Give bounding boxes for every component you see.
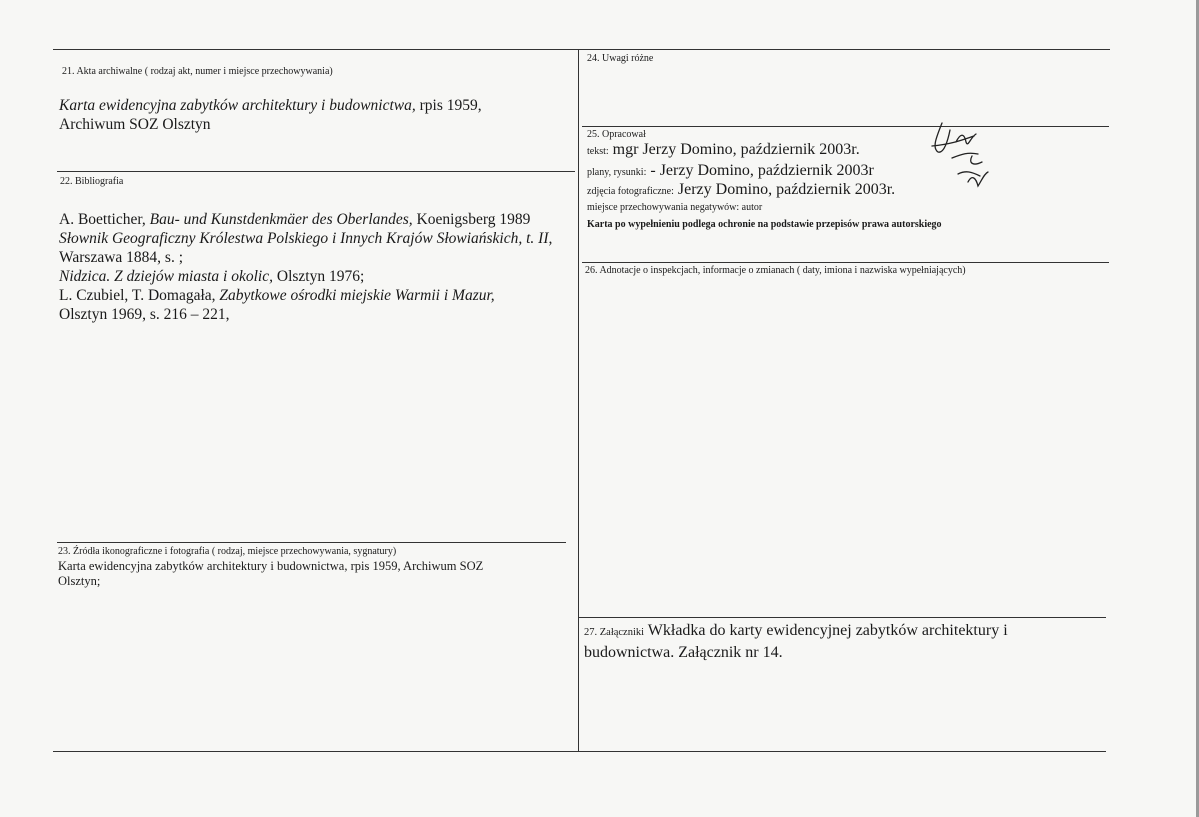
center-divider xyxy=(578,49,579,752)
section-26-label: 26. Adnotacje o inspekcjach, informacje o zmianach ( daty, imiona i nazwiska wypełniających) xyxy=(585,265,966,276)
author-text-row: tekst: mgr Jerzy Domino, październik 2003r. xyxy=(587,141,860,158)
section-27-label: 27. Załączniki xyxy=(584,627,645,638)
section-24-label: 24. Uwagi różne xyxy=(587,53,654,64)
author-drawings-row: plany, rysunki: - Jerzy Domino, październik 2003r xyxy=(587,162,874,179)
divider-24-25 xyxy=(582,126,1109,127)
attachment-line-1: Wkładka do karty ewidencyjnej zabytków architektury i xyxy=(644,622,1008,639)
divider-21-22 xyxy=(57,171,575,172)
negatives-location: miejsce przechowywania negatywów: autor xyxy=(587,202,763,213)
section-23-content: Karta ewidencyjna zabytków architektury i budownictwa, rpis 1959, Archiwum SOZ Olsztyn; xyxy=(58,559,484,588)
attachment-line-2: budownictwa. Załącznik nr 14. xyxy=(584,644,783,661)
top-rule xyxy=(53,49,1110,50)
section-23-label: 23. Źródła ikonograficzne i fotografia ( rodzaj, miejsce przechowywania, sygnatury) xyxy=(58,546,397,557)
bibliography-entry: A. Boetticher, Bau- und Kunstdenkmäer des Oberlandes, Koenigsberg 1989 xyxy=(59,211,531,228)
copyright-notice: Karta po wypełnieniu podlega ochronie na podstawie przepisów prawa autorskiego xyxy=(587,219,942,230)
bottom-rule xyxy=(53,751,1106,752)
bibliography-list xyxy=(59,210,575,324)
archive-location: Archiwum SOZ Olsztyn xyxy=(59,116,211,133)
divider-22-23 xyxy=(57,542,566,543)
section-22-label: 22. Bibliografia xyxy=(60,176,124,187)
section-21-content xyxy=(59,96,569,134)
divider-25-26 xyxy=(582,262,1109,263)
section-21-label: 21. Akta archiwalne ( rodzaj akt, numer i miejsce przechowywania) xyxy=(62,66,333,77)
divider-26-27 xyxy=(578,617,1106,618)
handwritten-signature xyxy=(912,118,992,196)
bibliography-entry: L. Czubiel, T. Domagała, Zabytkowe ośrodki miejskie Warmii i Mazur, Olsztyn 1969, s. 216 – 221, xyxy=(59,287,495,323)
archive-ref: rpis 1959, xyxy=(415,97,482,114)
author-photos-row: zdjęcia fotograficzne: Jerzy Domino, październik 2003r. xyxy=(587,181,896,198)
section-27-content xyxy=(584,621,1099,663)
bibliography-entry: Nidzica. Z dziejów miasta i okolic, Olsztyn 1976; xyxy=(59,268,365,285)
bibliography-entry: Słownik Geograficzny Królestwa Polskiego i Innych Krajów Słowiańskich, t. II, Warszawa 1884, s. ; xyxy=(59,230,553,266)
archive-title: Karta ewidencyjna zabytków architektury i budownictwa, xyxy=(59,97,416,114)
section-25-label: 25. Opracował xyxy=(587,129,646,140)
